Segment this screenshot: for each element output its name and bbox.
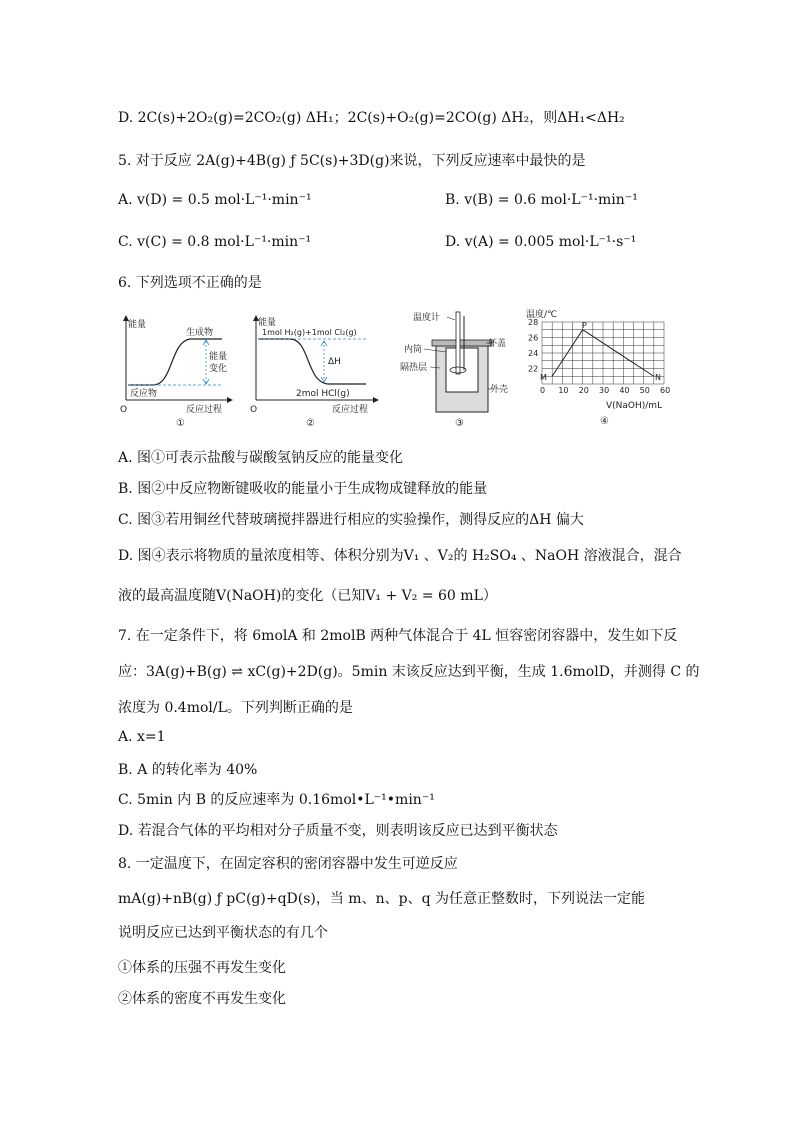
figure-4-temperature-graph	[520, 308, 680, 430]
fig2-ylabel: 能量	[258, 318, 277, 328]
fig3-shell-label: 外壳	[490, 385, 509, 395]
q8-line2: mA(g)+nB(g) ƒ pC(g)+qD(s)，当 m、n、p、q 为任意正整数时，下列说法一定能	[118, 891, 645, 907]
q8-line3: 说明反应已达到平衡状态的有几个	[118, 925, 328, 941]
q7-line2: 应：3A(g)+B(g) ⇌ xC(g)+2D(g)。5min 末该反应达到平衡，生成 1.6molD，并测得 C 的	[118, 664, 700, 680]
q7-line3: 浓度为 0.4mol/L。下列判断正确的是	[118, 700, 353, 716]
fig4-number: ④	[600, 416, 609, 427]
q5-option-b: B. v(B) = 0.6 mol·L⁻¹·min⁻¹	[445, 192, 638, 208]
fig4-xlabel: V(NaOH)/mL	[606, 401, 663, 411]
fig4-xtick-label: 10	[558, 386, 569, 395]
q8-item-2: ②体系的密度不再发生变化	[118, 991, 286, 1007]
fig4-ylabel: 温度/℃	[526, 310, 558, 320]
fig4-xtick-label: 50	[639, 386, 650, 395]
q7-option-c: C. 5min 内 B 的反应速率为 0.16mol•L⁻¹•min⁻¹	[118, 792, 435, 808]
q7-option-d: D. 若混合气体的平均相对分子质量不变，则表明该反应已达到平衡状态	[118, 823, 558, 839]
fig4-xtick-label: 40	[619, 386, 630, 395]
fig2-number: ②	[306, 418, 315, 429]
fig2-bottom-label: 2mol HCl(g)	[296, 389, 350, 399]
q5-option-c: C. v(C) = 0.8 mol·L⁻¹·min⁻¹	[118, 234, 312, 250]
fig3-lid-label: 杯盖	[488, 339, 507, 349]
fig3-inner-label: 内筒	[404, 345, 423, 355]
fig3-thermometer-label: 温度计	[413, 313, 441, 323]
fig4-xtick-label: 30	[599, 386, 610, 395]
q5-option-a: A. v(D) = 0.5 mol·L⁻¹·min⁻¹	[118, 192, 312, 208]
q6-option-c: C. 图③若用铜丝代替玻璃搅拌器进行相应的实验操作，测得反应的ΔH 偏大	[118, 512, 584, 528]
q6-option-b: B. 图②中反应物断键吸收的能量小于生成物成键释放的能量	[118, 481, 488, 497]
fig2-top-label: 1mol H₂(g)+1mol Cl₂(g)	[262, 328, 357, 337]
figure-3-calorimeter	[400, 306, 518, 430]
q7-option-a: A. x=1	[118, 729, 166, 745]
q6-option-d-line2: 液的最高温度随V(NaOH)的变化（已知V₁ + V₂ = 60 mL）	[118, 588, 497, 604]
fig4-point-m: M	[540, 373, 547, 382]
q6-option-d-line1: D. 图④表示将物质的量浓度相等、体积分别为V₁ 、V₂的 H₂SO₄ 、NaOH 溶液混合，混合	[118, 548, 682, 564]
figure-2-energy-diagram	[248, 312, 378, 430]
fig2-origin: O	[250, 405, 258, 415]
fig1-change-label-2: 变化	[209, 364, 228, 374]
fig1-reactant-label: 反应物	[130, 389, 158, 399]
q6-stem: 6. 下列选项不正确的是	[118, 275, 262, 291]
fig1-origin: O	[120, 405, 128, 415]
fig3-number: ③	[455, 418, 464, 429]
fig1-ylabel: 能量	[128, 320, 147, 330]
q5-option-d: D. v(A) = 0.005 mol·L⁻¹·s⁻¹	[445, 234, 637, 250]
fig4-point-n: N	[655, 373, 661, 382]
fig1-product-label: 生成物	[186, 328, 214, 338]
fig4-xtick-label: 0	[540, 386, 546, 395]
fig4-ytick-label: 22	[528, 364, 539, 374]
q4-option-d: D. 2C(s)+2O₂(g)=2CO₂(g) ΔH₁；2C(s)+O₂(g)=2CO(g) ΔH₂，则ΔH₁<ΔH₂	[118, 110, 625, 126]
fig3-insulation-label: 隔热层	[400, 363, 428, 373]
fig4-xtick-label: 60	[660, 386, 671, 395]
q7-line1: 7. 在一定条件下，将 6molA 和 2molB 两种气体混合于 4L 恒容密闭容器中，发生如下反	[118, 628, 678, 644]
fig4-ytick-label: 26	[528, 333, 539, 343]
q5-stem: 5. 对于反应 2A(g)+4B(g) ƒ 5C(s)+3D(g)来说，下列反应速率中最快的是	[118, 153, 586, 169]
figure-1-energy-diagram	[118, 312, 230, 430]
q6-option-a: A. 图①可表示盐酸与碳酸氢钠反应的能量变化	[118, 450, 404, 466]
fig4-xtick-label: 20	[578, 386, 589, 395]
fig2-xlabel: 反应过程	[332, 405, 369, 415]
fig4-ytick-label: 28	[528, 318, 539, 327]
fig1-number: ①	[176, 418, 185, 429]
q7-option-b: B. A 的转化率为 40%	[118, 762, 258, 778]
fig4-ytick-label: 24	[528, 349, 539, 358]
fig2-dh-label: ΔH	[328, 357, 341, 367]
fig4-point-p: P	[582, 321, 587, 330]
q8-item-1: ①体系的压强不再发生变化	[118, 960, 286, 976]
fig1-change-label-1: 能量	[209, 352, 228, 362]
fig1-xlabel: 反应过程	[186, 405, 223, 415]
q8-line1: 8. 一定温度下，在固定容积的密闭容器中发生可逆反应	[118, 856, 458, 872]
